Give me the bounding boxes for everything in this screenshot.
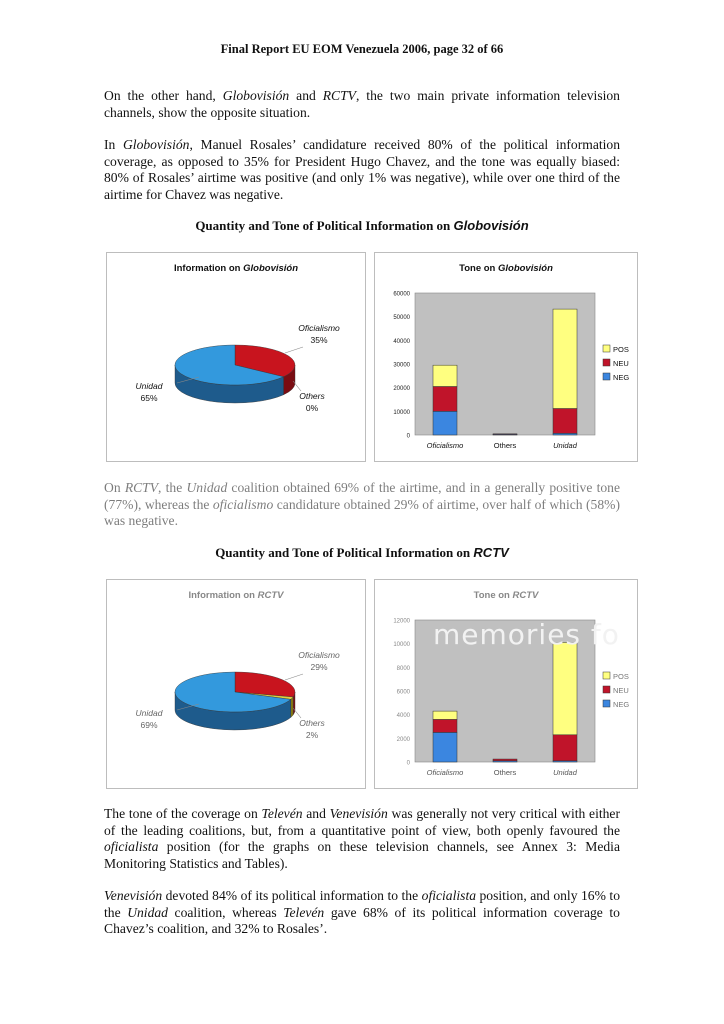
italic-run: Venevisión	[104, 888, 163, 903]
pie-chart-svg	[107, 253, 365, 461]
bar-chart-globovision	[374, 252, 638, 462]
caption-text: Quantity and Tone of Political Information on	[215, 545, 474, 560]
legend-swatch	[603, 700, 610, 707]
text-run: On	[104, 480, 125, 495]
text-run: devoted 84% of its political information to the	[162, 888, 422, 903]
y-tick-label: 40000	[393, 338, 410, 345]
x-tick-label: Unidad	[553, 441, 577, 450]
caption-rctv	[0, 545, 724, 561]
pie-percent: 29%	[310, 662, 328, 672]
pie-label: Others	[299, 718, 325, 728]
text-run: On the other hand,	[104, 88, 223, 103]
pie-percent: 2%	[305, 730, 319, 740]
watermark: memories fo	[433, 618, 620, 651]
text-run: coalition obtained 69% of the airtime, and in a generally positive tone (77%), whereas the	[104, 480, 620, 512]
legend-label: NEU	[613, 686, 629, 695]
italic-run: Unidad	[127, 904, 168, 920]
caption-emphasis: Globovisión	[453, 218, 529, 233]
text-run: , the	[158, 480, 187, 495]
chart-title-emphasis: Globovisión	[243, 263, 299, 274]
pie-chart-svg	[107, 580, 365, 788]
y-tick-label: 4000	[396, 713, 410, 720]
text-run: , Manuel Rosales’ candidature received 80% of the political information coverage, as opposed to 35% for President Hugo Chavez, and the tone was equally biased: 80% of Rosales’ airtime was positive (and only 1% was negative), while over one third of the airtime for Chavez was negative.	[104, 137, 620, 202]
paragraph-4	[104, 806, 620, 872]
y-tick-label: 10000	[393, 409, 410, 416]
y-tick-label: 2000	[396, 736, 410, 743]
chart-title-text: Tone on	[459, 263, 498, 274]
pie-percent: 65%	[140, 393, 158, 403]
page-header: Final Report EU EOM Venezuela 2006, page 32 of 66	[220, 42, 504, 56]
legend-label: POS	[613, 672, 629, 681]
italic-run: RCTV	[124, 480, 159, 495]
italic-run: Televén	[261, 806, 303, 821]
chart-title	[459, 263, 553, 274]
bar-chart-svg	[375, 253, 637, 461]
legend-label: POS	[613, 345, 629, 354]
italic-run: Venevisión	[329, 806, 388, 821]
pie-label: Oficialismo	[298, 650, 340, 660]
text-run: candidature obtained 29% of airtime, over half of which (58%) was negative.	[104, 496, 620, 528]
paragraph-5	[104, 888, 620, 938]
legend-label: NEG	[613, 700, 630, 709]
pie-percent: 69%	[140, 720, 158, 730]
x-tick-label: Oficialismo	[426, 441, 464, 450]
legend-label: NEU	[613, 359, 629, 368]
pie-label: Unidad	[135, 381, 163, 391]
chart-title-emphasis: RCTV	[257, 590, 284, 601]
text-run: coalition, whereas	[167, 904, 284, 920]
pie-label: Others	[299, 391, 325, 401]
y-tick-label: 0	[406, 433, 410, 440]
text-run: In	[104, 137, 123, 152]
pie-slice-side	[291, 697, 293, 717]
x-tick-label: Unidad	[553, 768, 577, 777]
bar-chart-rctv	[374, 579, 638, 789]
y-tick-label: 50000	[393, 315, 410, 322]
bar-segment-pos	[433, 365, 457, 386]
italic-run: oficialista	[421, 888, 477, 903]
legend-swatch	[603, 359, 610, 366]
y-tick-label: 20000	[393, 386, 410, 393]
bar-segment-pos	[433, 711, 457, 719]
y-tick-label: 6000	[396, 689, 410, 696]
bar-segment-neu	[553, 735, 577, 761]
bar-segment-neu	[493, 434, 517, 435]
italic-run: Televén	[283, 904, 325, 920]
chart-title	[174, 263, 298, 274]
pie-chart-globovision	[106, 252, 366, 462]
chart-title	[188, 590, 284, 601]
bar-segment-pos	[553, 309, 577, 408]
chart-title-text: Information on	[188, 590, 258, 601]
bar-segment-neu	[433, 386, 457, 411]
bar-segment-neg	[433, 411, 457, 435]
pie-label: Unidad	[135, 708, 163, 718]
text-run: , the two main private information television channels, show the opposite situation.	[104, 88, 620, 120]
text-run: The tone of the coverage on	[104, 806, 262, 821]
bar-chart-svg	[375, 580, 637, 788]
caption-globovision	[0, 218, 724, 234]
bar-segment-pos	[553, 642, 577, 734]
legend-label: NEG	[613, 373, 630, 382]
italic-run: RCTV	[322, 88, 356, 103]
text-run: position, and only 16% to the	[104, 888, 620, 920]
chart-title	[474, 590, 539, 601]
italic-run: Globovisión	[122, 137, 190, 152]
italic-run: oficialista	[104, 839, 159, 854]
bar-segment-neu	[493, 759, 517, 761]
bar-segment-neg	[433, 732, 457, 762]
y-tick-label: 10000	[393, 642, 410, 649]
y-tick-label: 0	[406, 760, 410, 767]
text-run: and	[289, 88, 323, 103]
pie-label: Oficialismo	[298, 323, 340, 333]
pie-chart-rctv	[106, 579, 366, 789]
paragraph-2	[104, 137, 620, 203]
y-tick-label: 30000	[393, 362, 410, 369]
y-tick-label: 8000	[396, 665, 410, 672]
pie-percent: 35%	[310, 335, 328, 345]
chart-title-text: Information on	[173, 263, 244, 274]
x-tick-label: Others	[493, 768, 517, 777]
legend-swatch	[603, 672, 610, 679]
bar-segment-neu	[553, 408, 577, 433]
text-run: position (for the graphs on these television channels, see Annex 3: Media Monitoring Statistics and Tables).	[104, 839, 620, 871]
legend-swatch	[603, 686, 610, 693]
y-tick-label: 60000	[393, 291, 410, 298]
leader-line	[285, 674, 303, 680]
italic-run: Unidad	[186, 480, 228, 495]
italic-run: Globovisión	[222, 88, 290, 103]
chart-title-emphasis: RCTV	[512, 590, 539, 601]
paragraph-1	[104, 88, 620, 121]
caption-text: Quantity and Tone of Political Information on	[195, 218, 454, 233]
paragraph-3	[104, 480, 620, 530]
text-run: gave 68% of its political information coverage to Chavez’s coalition, and 32% to Rosales’.	[104, 904, 620, 936]
pie-percent: 0%	[305, 403, 319, 413]
legend-swatch	[603, 345, 610, 352]
x-tick-label: Others	[493, 441, 517, 450]
chart-title-emphasis: Globovisión	[497, 263, 553, 274]
text-run: was generally not very critical with either of the leading coalitions, but, from a quantitative point of view, both openly favoured the	[104, 806, 620, 838]
chart-title-text: Tone on	[473, 590, 513, 601]
y-tick-label: 12000	[393, 618, 410, 625]
caption-emphasis: RCTV	[473, 545, 509, 560]
x-tick-label: Oficialismo	[426, 768, 464, 777]
leader-line	[285, 347, 303, 353]
text-run: and	[302, 806, 330, 821]
legend-swatch	[603, 373, 610, 380]
bar-segment-neu	[433, 719, 457, 732]
italic-run: oficialismo	[212, 496, 274, 512]
